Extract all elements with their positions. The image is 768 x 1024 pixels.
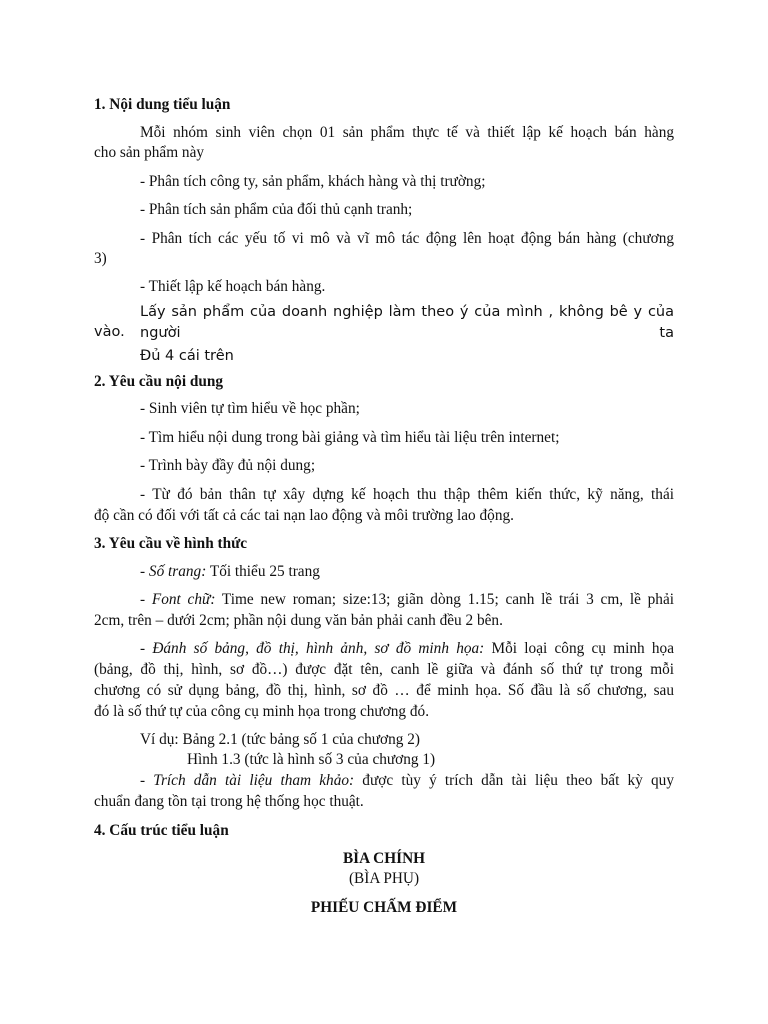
s3-numbering-line-3: chương có sử dụng bảng, đồ thị, hình, sơ đồ … để minh họa. Số đầu là số chương, sau	[94, 682, 674, 699]
s1-note-2: Đủ 4 cái trên	[140, 348, 234, 364]
s2-bullet-1: - Sinh viên tự tìm hiểu về học phần;	[140, 400, 360, 417]
pages-label: - Số trang:	[140, 563, 207, 580]
s2-bullet-4-line-2: độ cần có đối với tất cả các tai nạn lao động và môi trường lao động.	[94, 507, 514, 524]
cover-main-title: BÌA CHÍNH	[342, 850, 426, 867]
s2-bullet-2: - Tìm hiểu nội dung trong bài giảng và tìm hiểu tài liệu trên internet;	[140, 429, 560, 446]
s3-example-line-1: Ví dụ: Bảng 2.1 (tức bảng số 1 của chương 2)	[140, 731, 420, 748]
section-4-heading: 4. Cấu trúc tiểu luận	[94, 822, 229, 839]
s3-reference-line-2: chuẩn đang tồn tại trong hệ thống học thuật.	[94, 793, 364, 810]
s3-font-line-2: 2cm, trên – dưới 2cm; phần nội dung văn bản phải canh đều 2 bên.	[94, 612, 503, 629]
s1-bullet-3-line-1: - Phân tích các yếu tố vi mô và vĩ mô tác động lên hoạt động bán hàng (chương	[140, 230, 674, 247]
grading-sheet-title: PHIẾU CHẤM ĐIỂM	[310, 899, 458, 916]
s1-bullet-1: - Phân tích công ty, sản phẩm, khách hàng và thị trường;	[140, 173, 486, 190]
s1-note-line-2: vào.	[94, 324, 125, 340]
s3-numbering-line-1	[140, 639, 674, 660]
s3-numbering-line-4: đó là số thứ tự của công cụ minh họa trong chương đó.	[94, 703, 430, 720]
s3-font-line-1	[140, 590, 674, 611]
s1-note-line-1: Lấy sản phẩm của doanh nghiệp làm theo ý của mình , không bê y của người ta	[140, 304, 674, 341]
section-2-heading: 2. Yêu cầu nội dung	[94, 373, 224, 390]
s2-bullet-4-line-1: - Từ đó bản thân tự xây dựng kế hoạch thu thập thêm kiến thức, kỹ năng, thái	[140, 486, 674, 503]
numbering-value-1: Mỗi loại công cụ minh họa	[484, 640, 674, 657]
section-1-heading: 1. Nội dung tiểu luận	[94, 96, 231, 113]
s1-paragraph-line-2: cho sản phẩm này	[94, 144, 205, 161]
s2-bullet-3: - Trình bày đầy đủ nội dung;	[140, 457, 316, 474]
s1-bullet-3-line-2: 3)	[94, 250, 107, 267]
reference-label: - Trích dẫn tài liệu tham khảo:	[140, 772, 355, 789]
font-label: - Font chữ:	[140, 591, 216, 608]
s1-paragraph-line-1: Mỗi nhóm sinh viên chọn 01 sản phẩm thực tế và thiết lập kế hoạch bán hàng	[140, 124, 674, 141]
s1-bullet-4: - Thiết lập kế hoạch bán hàng.	[140, 278, 326, 295]
s3-reference-line-1	[140, 771, 674, 792]
s1-bullet-2: - Phân tích sản phẩm của đối thủ cạnh tranh;	[140, 201, 413, 218]
s3-example-line-2: Hình 1.3 (tức là hình số 3 của chương 1)	[187, 751, 436, 768]
numbering-label: - Đánh số bảng, đồ thị, hình ảnh, sơ đồ minh họa:	[140, 640, 485, 657]
cover-sub-title: (BÌA PHỤ)	[348, 870, 420, 887]
s3-numbering-line-2: (bảng, đồ thị, hình, sơ đồ…) được đặt tên, canh lề giữa và đánh số thứ tự trong mỗi	[94, 661, 674, 678]
font-value-1: Time new roman; size:13; giãn dòng 1.15; canh lề trái 3 cm, lề phải	[215, 591, 674, 608]
reference-value-1: được tùy ý trích dẫn tài liệu theo bất kỳ quy	[354, 772, 674, 789]
pages-value: Tối thiểu 25 trang	[206, 563, 320, 580]
s3-pages-line	[140, 562, 674, 583]
section-3-heading: 3. Yêu cầu về hình thức	[94, 535, 248, 552]
